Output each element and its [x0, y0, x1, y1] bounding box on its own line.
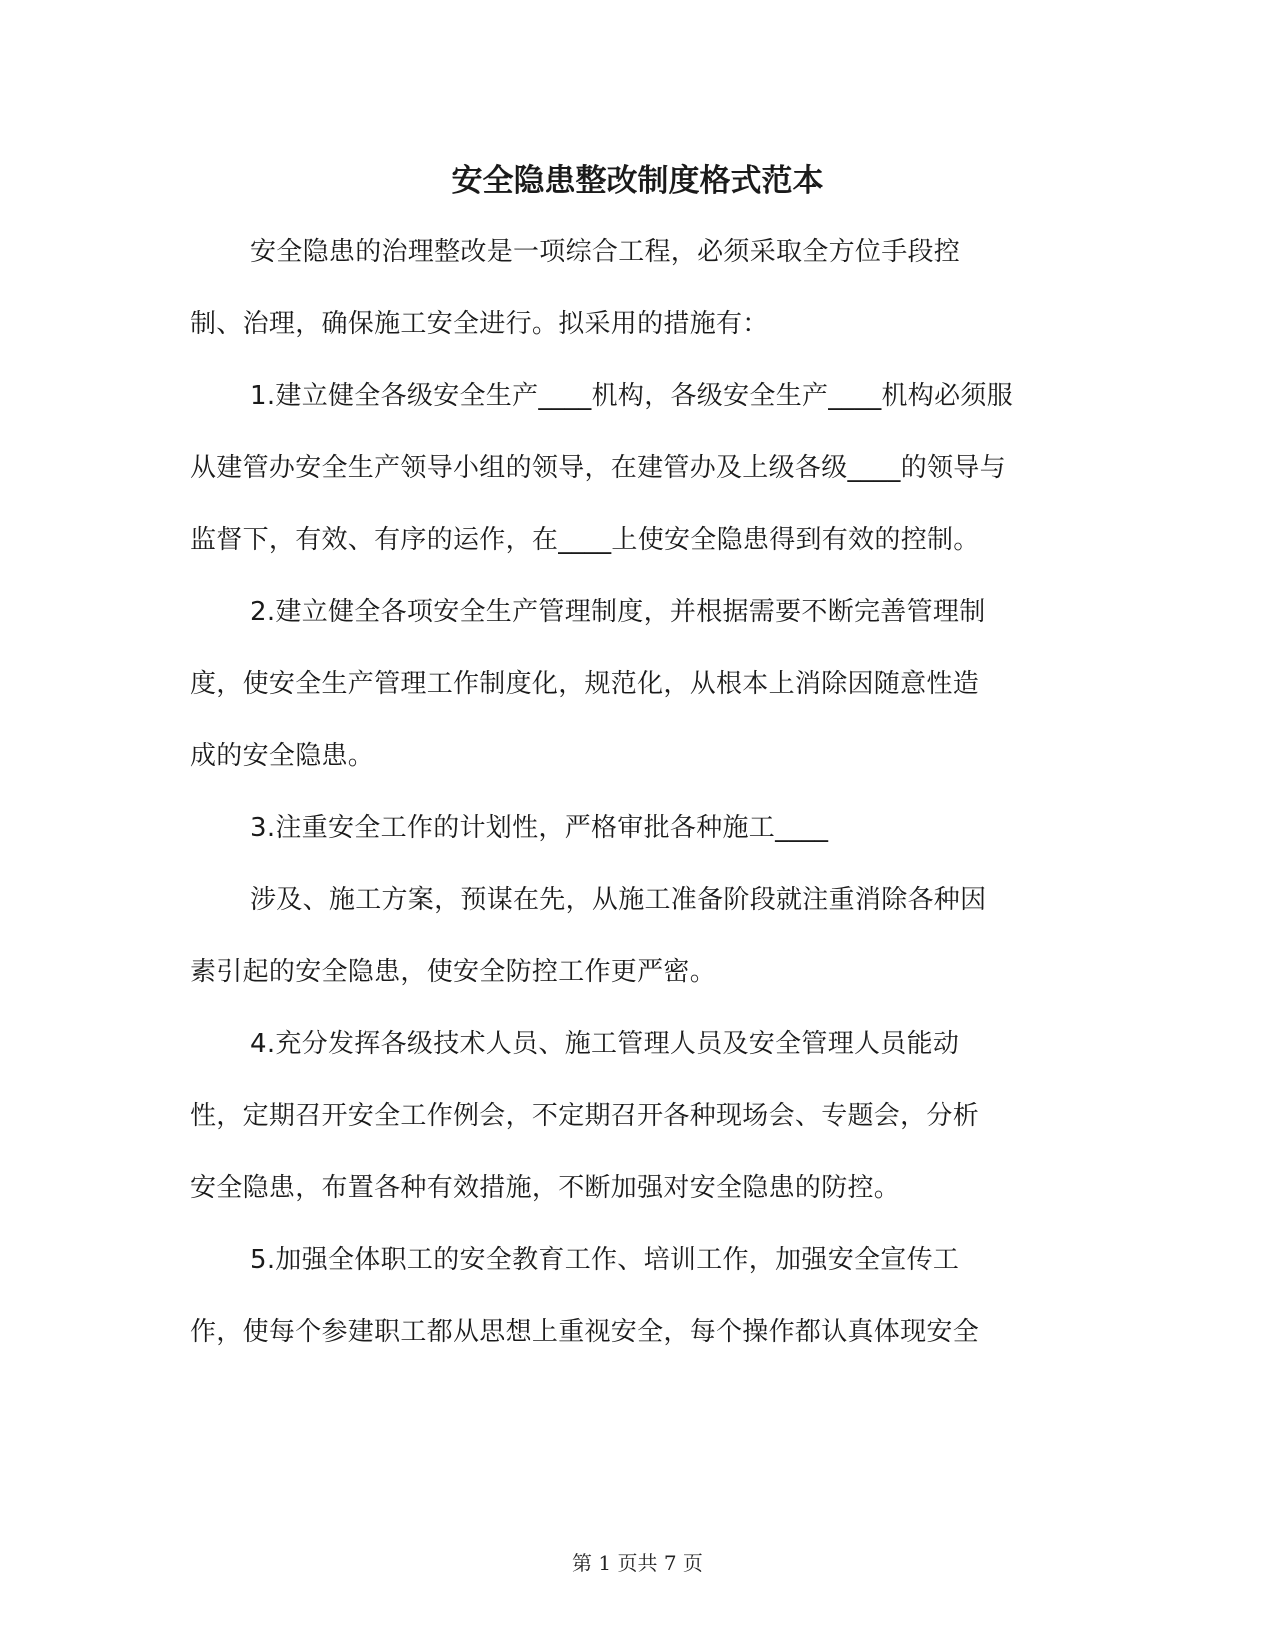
paragraph-line: 4.充分发挥各级技术人员、施工管理人员及安全管理人员能动 — [250, 1029, 960, 1059]
page-footer: 第 1 页共 7 页 — [572, 1551, 703, 1575]
paragraph-line: 3.注重安全工作的计划性，严格审批各种施工____ — [250, 813, 829, 843]
paragraph-line: 从建管办安全生产领导小组的领导，在建管办及上级各级____的领导与 — [190, 453, 1006, 483]
paragraph-line: 1.建立健全各级安全生产____机构，各级安全生产____机构必须服 — [250, 381, 1014, 411]
paragraph-line: 制、治理，确保施工安全进行。拟采用的措施有： — [190, 309, 769, 339]
paragraph-line: 作，使每个参建职工都从思想上重视安全，每个操作都认真体现安全 — [190, 1317, 980, 1347]
paragraph-line: 度，使安全生产管理工作制度化，规范化，从根本上消除因随意性造 — [190, 669, 980, 699]
paragraph-line: 性，定期召开安全工作例会，不定期召开各种现场会、专题会，分析 — [190, 1101, 980, 1131]
paragraph-line: 涉及、施工方案，预谋在先，从施工准备阶段就注重消除各种因 — [250, 885, 987, 915]
paragraph-line: 素引起的安全隐患，使安全防控工作更严密。 — [190, 957, 717, 987]
paragraph-line: 安全隐患，布置各种有效措施，不断加强对安全隐患的防控。 — [190, 1173, 901, 1203]
paragraph-line: 安全隐患的治理整改是一项综合工程，必须采取全方位手段控 — [250, 237, 961, 267]
paragraph-line: 监督下，有效、有序的运作，在____上使安全隐患得到有效的控制。 — [190, 525, 980, 555]
paragraph-line: 2.建立健全各项安全生产管理制度，并根据需要不断完善管理制 — [250, 597, 986, 627]
paragraph-line: 5.加强全体职工的安全教育工作、培训工作，加强安全宣传工 — [250, 1245, 960, 1275]
document-title: 安全隐患整改制度格式范本 — [451, 163, 824, 199]
paragraph-line: 成的安全隐患。 — [190, 741, 375, 771]
